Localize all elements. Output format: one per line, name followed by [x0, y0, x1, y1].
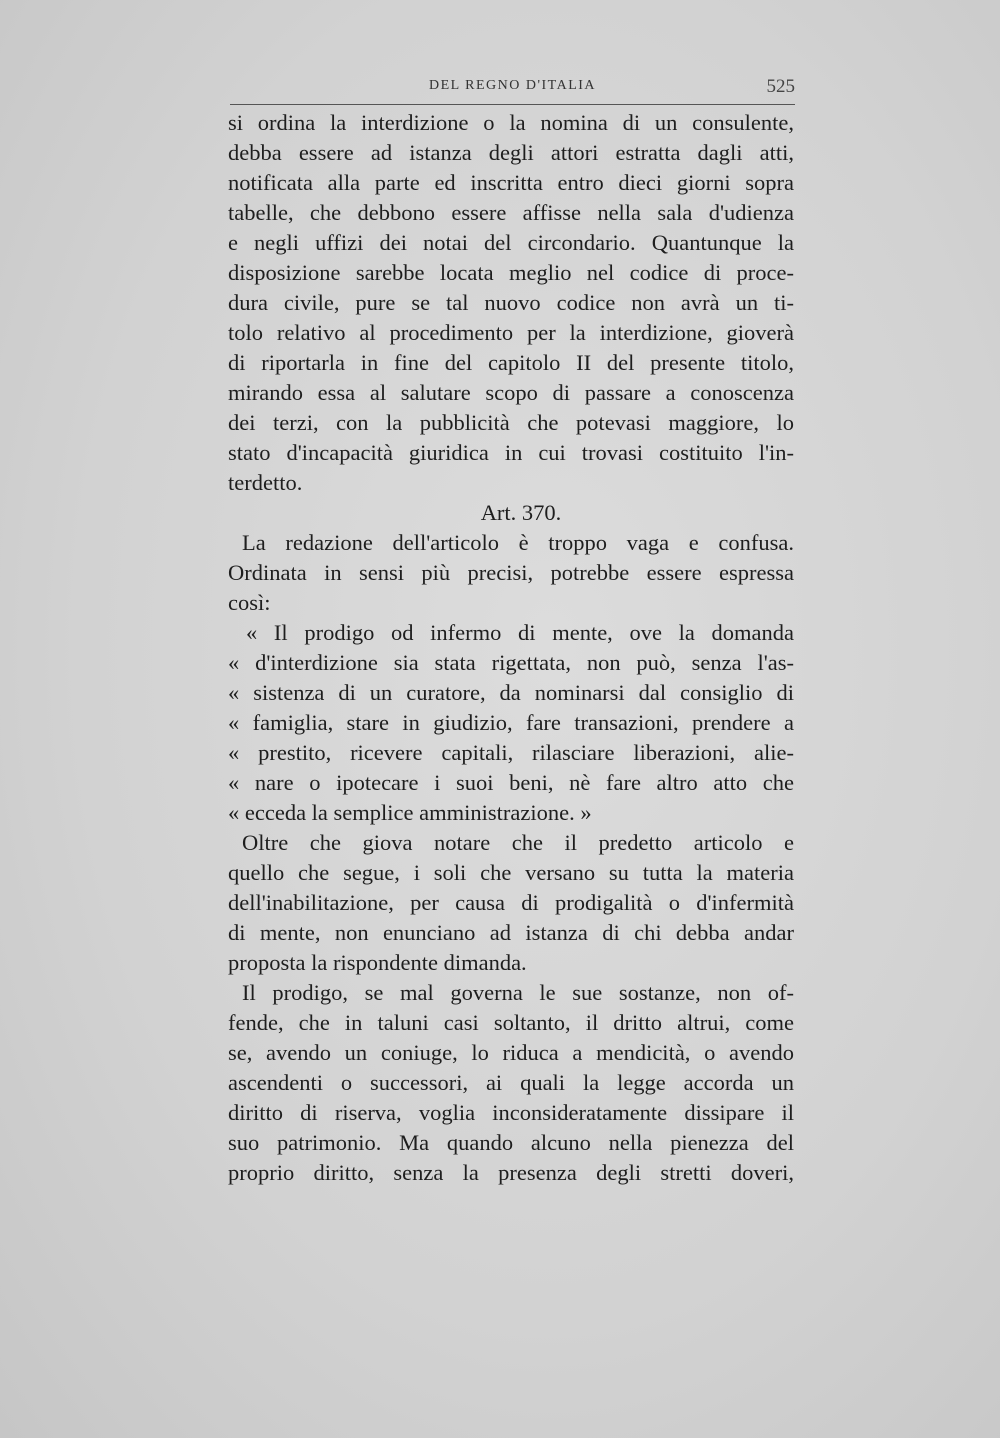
text-line: si ordina la interdizione o la nomina di un consulente, [228, 110, 794, 135]
text-line: quello che segue, i soli che versano su tutta la materia [228, 860, 794, 885]
text-line: disposizione sarebbe locata meglio nel codice di proce- [228, 260, 794, 285]
text-line: dell'inabilitazione, per causa di prodigalità o d'infermità [228, 890, 794, 915]
text-line: Ordinata in sensi più precisi, potrebbe essere espressa [228, 560, 794, 585]
text-line: proprio diritto, senza la presenza degli stretti doveri, [228, 1160, 794, 1185]
text-line: Il prodigo, se mal governa le sue sostanze, non of- [242, 980, 794, 1005]
text-line: di mente, non enunciano ad istanza di chi debba andar [228, 920, 794, 945]
article-heading: Art. 370. [480, 500, 562, 525]
quote-line: « ecceda la semplice amministrazione. » [228, 800, 592, 825]
text-line: dura civile, pure se tal nuovo codice non avrà un ti- [228, 290, 794, 315]
text-line: così: [228, 590, 271, 615]
page-number: 525 [766, 76, 795, 97]
quote-line: « nare o ipotecare i suoi beni, nè fare altro atto che [228, 770, 794, 795]
text-line: terdetto. [228, 470, 303, 495]
body-text [228, 108, 794, 1188]
quote-line: « Il prodigo od infermo di mente, ove la domanda [246, 620, 794, 645]
text-line: mirando essa al salutare scopo di passare a conoscenza [228, 380, 794, 405]
quote-line: « famiglia, stare in giudizio, fare transazioni, prendere a [228, 710, 794, 735]
text-line: di riportarla in fine del capitolo II del presente titolo, [228, 350, 794, 375]
text-line: se, avendo un coniuge, lo riduca a mendicità, o avendo [228, 1040, 794, 1065]
text-line: fende, che in taluni casi soltanto, il dritto altrui, come [228, 1010, 794, 1035]
text-line: La redazione dell'articolo è troppo vaga e confusa. [242, 530, 794, 555]
running-head [230, 76, 795, 105]
quote-line: « d'interdizione sia stata rigettata, non può, senza l'as- [228, 650, 794, 675]
text-line: notificata alla parte ed inscritta entro dieci giorni sopra [228, 170, 794, 195]
text-line: diritto di riserva, voglia inconsideratamente dissipare il [228, 1100, 794, 1125]
text-line: e negli uffizi dei notai del circondario. Quantunque la [228, 230, 794, 255]
quote-line: « sistenza di un curatore, da nominarsi dal consiglio di [228, 680, 794, 705]
text-line: suo patrimonio. Ma quando alcuno nella pienezza del [228, 1130, 794, 1155]
text-line: proposta la rispondente dimanda. [228, 950, 527, 975]
text-line: Oltre che giova notare che il predetto articolo e [242, 830, 794, 855]
text-line: tolo relativo al procedimento per la interdizione, gioverà [228, 320, 794, 345]
quote-line: « prestito, ricevere capitali, rilasciare liberazioni, alie- [228, 740, 794, 765]
text-line: ascendenti o successori, ai quali la legge accorda un [228, 1070, 794, 1095]
text-line: stato d'incapacità giuridica in cui trovasi costituito l'in- [228, 440, 794, 465]
text-line: dei terzi, con la pubblicità che potevasi maggiore, lo [228, 410, 794, 435]
running-title: DEL REGNO D'ITALIA [428, 78, 597, 93]
text-line: tabelle, che debbono essere affisse nella sala d'udienza [228, 200, 794, 225]
text-line: debba essere ad istanza degli attori estratta dagli atti, [228, 140, 794, 165]
